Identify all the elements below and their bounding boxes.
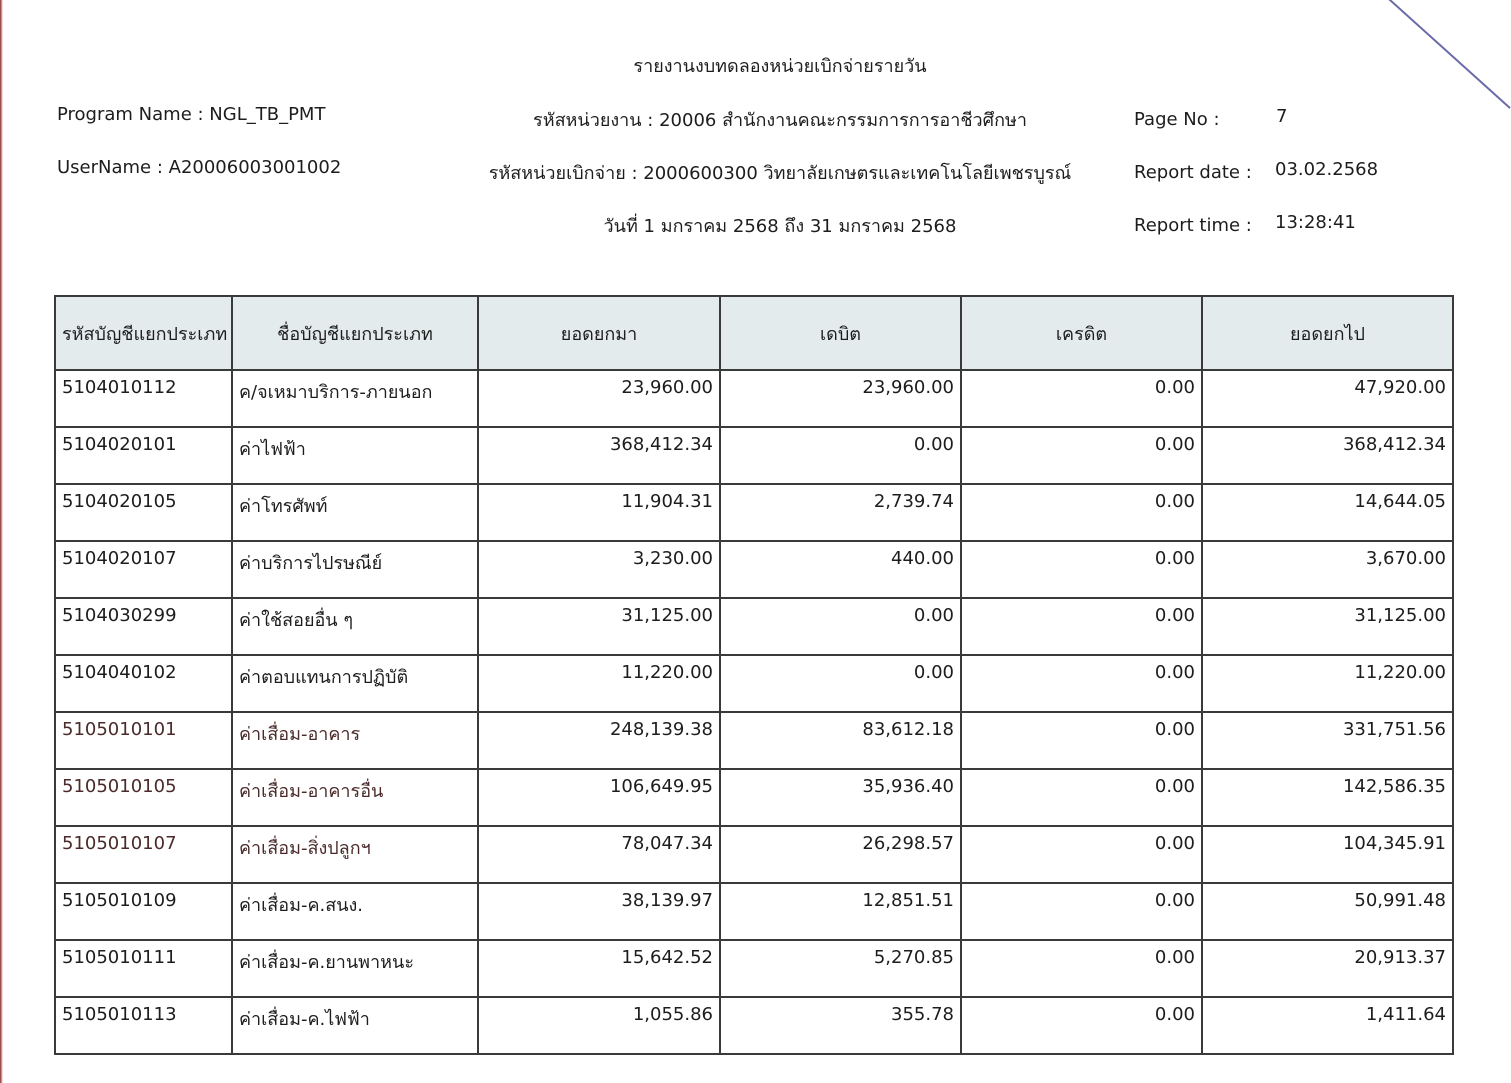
debit-cell: 440.00 [720,541,961,598]
disbursing-unit-line: รหัสหน่วยเบิกจ่าย : 2000600300 วิทยาลัยเกษตรและเทคโนโลยีเพชรบูรณ์ [488,163,1072,184]
brought-forward-cell: 31,125.00 [478,598,720,655]
credit-cell: 0.00 [961,598,1202,655]
account-code-cell: 5105010111 [55,940,232,997]
account-name-cell: ค่าตอบแทนการปฏิบัติ [232,655,478,712]
account-name-cell: ค่าใช้สอยอื่น ๆ [232,598,478,655]
carried-forward-cell: 368,412.34 [1202,427,1453,484]
corner-fold-line [1379,0,1510,109]
table-row [55,541,1453,598]
table-row [55,997,1453,1054]
debit-cell: 0.00 [720,598,961,655]
debit-cell: 83,612.18 [720,712,961,769]
page-edge-shadow [0,0,3,1083]
report-date-label: Report date : [1134,162,1252,183]
carried-forward-cell: 50,991.48 [1202,883,1453,940]
credit-cell: 0.00 [961,940,1202,997]
account-name-cell: ค่าโทรศัพท์ [232,484,478,541]
agency-line: รหัสหน่วยงาน : 20006 สำนักงานคณะกรรมการการอาชีวศึกษา [533,110,1027,131]
account-name-cell: ค่าบริการไปรษณีย์ [232,541,478,598]
carried-forward-cell: 331,751.56 [1202,712,1453,769]
debit-cell: 12,851.51 [720,883,961,940]
header-credit: เครดิต [961,296,1202,370]
brought-forward-cell: 1,055.86 [478,997,720,1054]
header-carried-forward: ยอดยกไป [1202,296,1453,370]
account-code-cell: 5104020105 [55,484,232,541]
carried-forward-cell: 3,670.00 [1202,541,1453,598]
carried-forward-cell: 14,644.05 [1202,484,1453,541]
credit-cell: 0.00 [961,541,1202,598]
debit-cell: 26,298.57 [720,826,961,883]
credit-cell: 0.00 [961,655,1202,712]
trial-balance-table [54,295,1454,1055]
account-name-cell: ค่าเสื่อม-อาคารอื่น [232,769,478,826]
credit-cell: 0.00 [961,997,1202,1054]
credit-cell: 0.00 [961,883,1202,940]
table-row [55,883,1453,940]
brought-forward-cell: 78,047.34 [478,826,720,883]
account-code-cell: 5104010112 [55,370,232,427]
brought-forward-cell: 106,649.95 [478,769,720,826]
carried-forward-cell: 47,920.00 [1202,370,1453,427]
table-header-row [55,296,1453,370]
carried-forward-cell: 11,220.00 [1202,655,1453,712]
carried-forward-cell: 31,125.00 [1202,598,1453,655]
account-name-cell: ค่าเสื่อม-ค.สนง. [232,883,478,940]
account-code-cell: 5105010109 [55,883,232,940]
program-name: Program Name : NGL_TB_PMT [57,104,326,125]
debit-cell: 5,270.85 [720,940,961,997]
user-name: UserName : A20006003001002 [57,157,342,178]
page-no-value: 7 [1276,106,1288,127]
brought-forward-cell: 38,139.97 [478,883,720,940]
account-name-cell: ค่าไฟฟ้า [232,427,478,484]
account-code-cell: 5105010101 [55,712,232,769]
table-row [55,826,1453,883]
account-code-cell: 5104030299 [55,598,232,655]
account-code-cell: 5104040102 [55,655,232,712]
credit-cell: 0.00 [961,769,1202,826]
table-row [55,427,1453,484]
account-name-cell: ค่าเสื่อม-อาคาร [232,712,478,769]
debit-cell: 23,960.00 [720,370,961,427]
account-code-cell: 5105010113 [55,997,232,1054]
account-name-cell: ค่าเสื่อม-ค.ไฟฟ้า [232,997,478,1054]
carried-forward-cell: 142,586.35 [1202,769,1453,826]
header-account-code: รหัสบัญชีแยกประเภท [55,296,232,370]
page-no-label: Page No : [1134,109,1220,130]
credit-cell: 0.00 [961,484,1202,541]
account-name-cell: ค/จเหมาบริการ-ภายนอก [232,370,478,427]
account-code-cell: 5104020107 [55,541,232,598]
report-title: รายงานงบทดลองหน่วยเบิกจ่ายรายวัน [633,56,927,77]
table-row [55,769,1453,826]
account-name-cell: ค่าเสื่อม-ค.ยานพาหนะ [232,940,478,997]
table-row [55,484,1453,541]
credit-cell: 0.00 [961,826,1202,883]
table-row [55,940,1453,997]
debit-cell: 0.00 [720,655,961,712]
report-time-value: 13:28:41 [1275,212,1356,233]
credit-cell: 0.00 [961,370,1202,427]
report-time-label: Report time : [1134,215,1252,236]
credit-cell: 0.00 [961,712,1202,769]
brought-forward-cell: 15,642.52 [478,940,720,997]
table-row [55,712,1453,769]
credit-cell: 0.00 [961,427,1202,484]
table-row [55,598,1453,655]
brought-forward-cell: 11,220.00 [478,655,720,712]
table-row [55,370,1453,427]
brought-forward-cell: 11,904.31 [478,484,720,541]
brought-forward-cell: 368,412.34 [478,427,720,484]
report-date-value: 03.02.2568 [1275,159,1379,180]
brought-forward-cell: 23,960.00 [478,370,720,427]
account-code-cell: 5105010107 [55,826,232,883]
header-account-name: ชื่อบัญชีแยกประเภท [232,296,478,370]
account-name-cell: ค่าเสื่อม-สิ่งปลูกฯ [232,826,478,883]
table-row [55,655,1453,712]
header-debit: เดบิต [720,296,961,370]
period-line: วันที่ 1 มกราคม 2568 ถึง 31 มกราคม 2568 [603,216,957,237]
debit-cell: 355.78 [720,997,961,1054]
debit-cell: 35,936.40 [720,769,961,826]
brought-forward-cell: 3,230.00 [478,541,720,598]
debit-cell: 0.00 [720,427,961,484]
account-code-cell: 5104020101 [55,427,232,484]
header-brought-forward: ยอดยกมา [478,296,720,370]
carried-forward-cell: 20,913.37 [1202,940,1453,997]
brought-forward-cell: 248,139.38 [478,712,720,769]
debit-cell: 2,739.74 [720,484,961,541]
carried-forward-cell: 1,411.64 [1202,997,1453,1054]
carried-forward-cell: 104,345.91 [1202,826,1453,883]
account-code-cell: 5105010105 [55,769,232,826]
